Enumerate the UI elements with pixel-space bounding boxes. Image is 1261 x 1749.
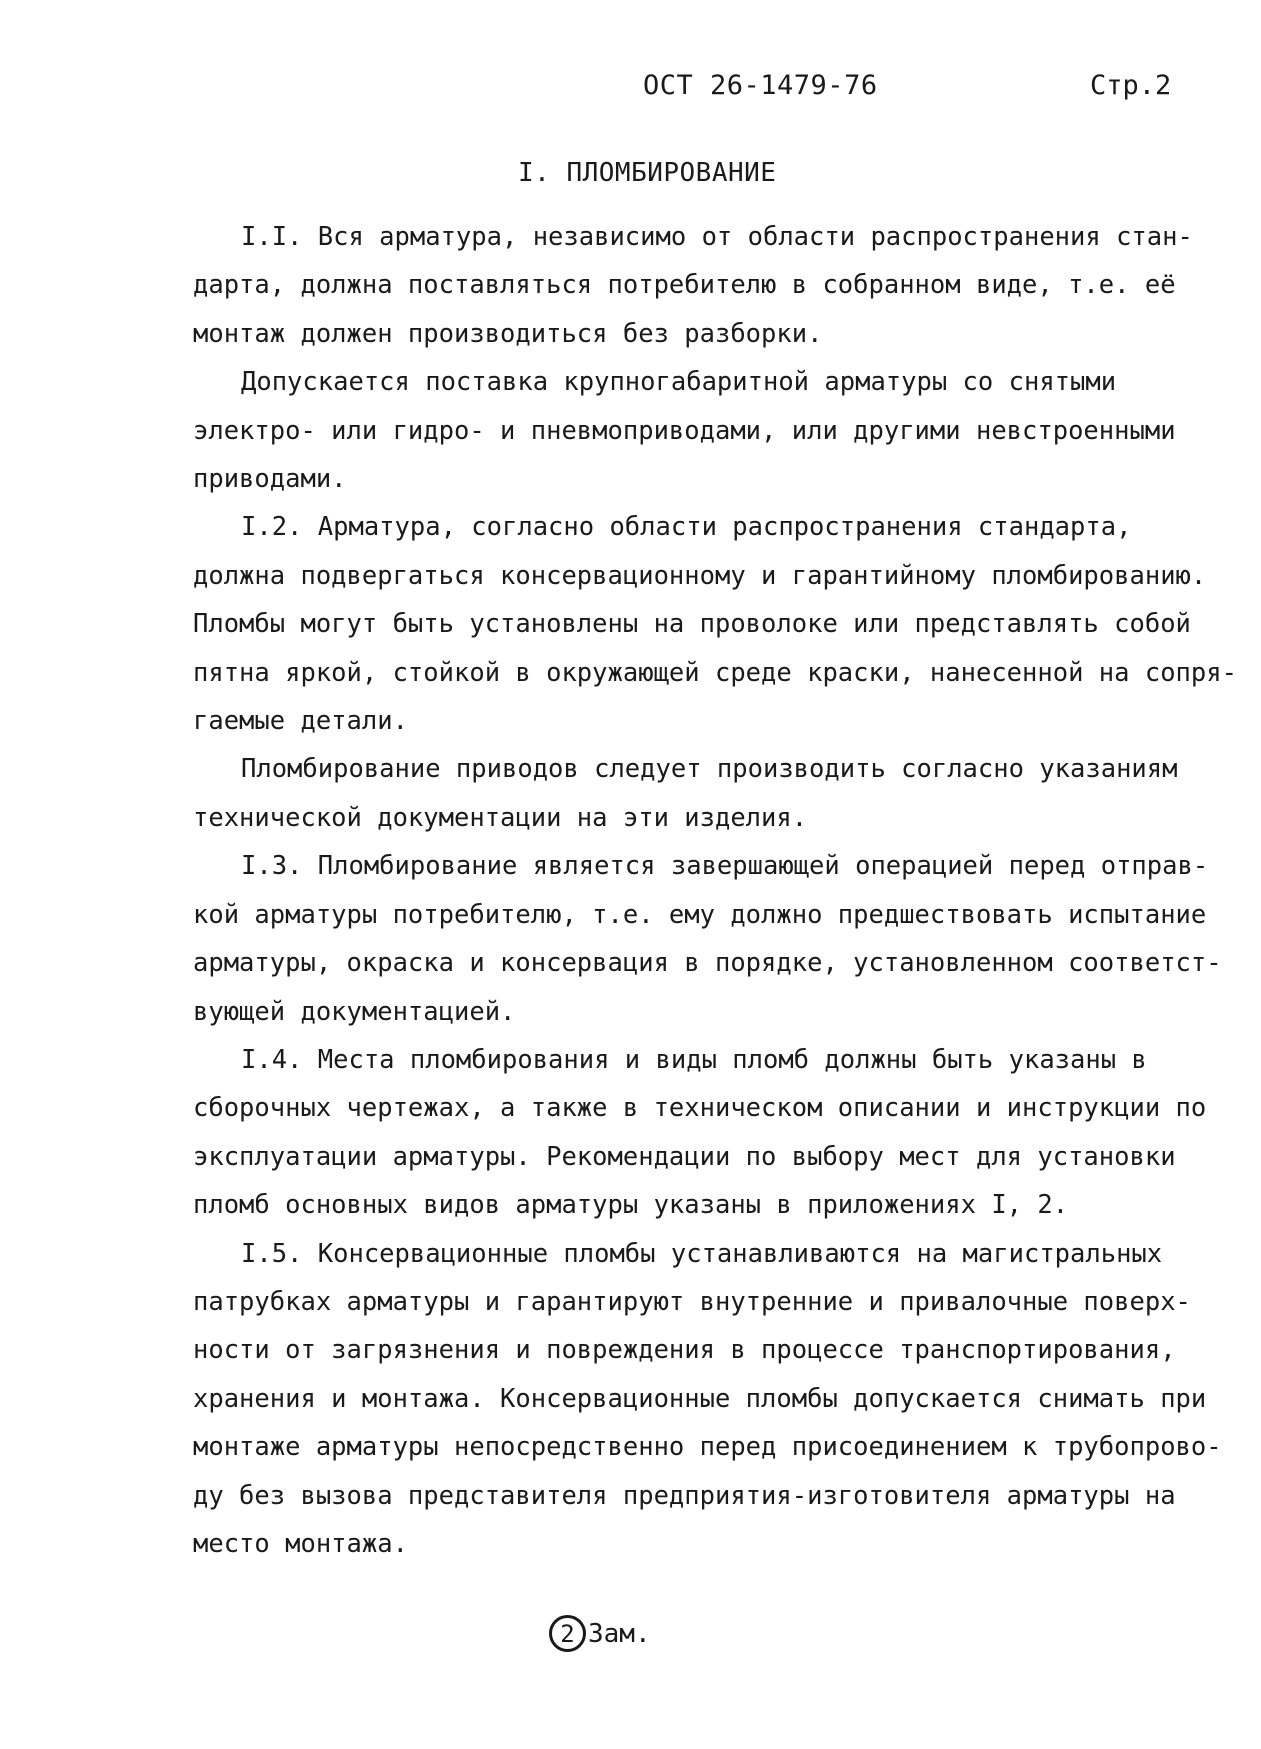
text-line: сборочных чертежах, а также в техническом описании и инструкции по: [193, 1093, 1207, 1124]
paragraph-1-5: [193, 1230, 1223, 1569]
text-line: ности от загрязнения и повреждения в процессе транспортирования,: [193, 1335, 1176, 1366]
text-line: эксплуатации арматуры. Рекомендации по выбору мест для установки: [193, 1141, 1176, 1172]
text-line: I.3. Пломбирование является завершающей операцией перед отправ-: [241, 851, 1209, 882]
text-line: вующей документацией.: [193, 996, 516, 1027]
text-line: Допускается поставка крупногабаритной арматуры со снятыми: [241, 367, 1117, 398]
text-line: I.5. Консервационные пломбы устанавливаются на магистральных: [241, 1238, 1163, 1269]
text-line: приводами.: [193, 464, 347, 495]
doc-code: ОСТ 26-1479-76: [643, 70, 878, 101]
text-line: пломб основных видов арматуры указаны в приложениях I, 2.: [193, 1190, 1069, 1221]
text-line: пятна яркой, стойкой в окружающей среде краски, нанесенной на сопря-: [193, 657, 1237, 688]
text-line: монтаже арматуры непосредственно перед присоединением к трубопрово-: [193, 1432, 1222, 1463]
paragraph-1-3: [193, 842, 1223, 1036]
body-text: [193, 213, 1237, 1568]
paragraph-1-1: [193, 213, 1223, 358]
text-line: ду без вызова представителя предприятия-изготовителя арматуры на: [193, 1480, 1176, 1511]
page-number: Стр.2: [1090, 70, 1172, 101]
text-line: гаемые детали.: [193, 706, 408, 737]
paragraph-1-2: [193, 503, 1237, 745]
change-mark: [549, 1615, 651, 1652]
paragraph-1-4: [193, 1036, 1223, 1230]
text-line: технической документации на эти изделия.: [193, 802, 808, 833]
text-line: I.2. Арматура, согласно области распространения стандарта,: [241, 512, 1132, 543]
text-line: I.4. Места пломбирования и виды пломб должны быть указаны в: [241, 1044, 1147, 1075]
text-line: I.I. Вся арматура, независимо от области распространения стан-: [241, 222, 1193, 252]
text-line: хранения и монтажа. Консервационные пломбы допускается снимать при: [193, 1383, 1207, 1414]
text-line: дарта, должна поставляться потребителю в собранном виде, т.е. её: [193, 270, 1176, 301]
change-number-circle: 2: [549, 1615, 586, 1652]
text-line: должна подвергаться консервационному и гарантийному пломбированию.: [193, 560, 1207, 591]
section-title: I. ПЛОМБИРОВАНИЕ: [518, 158, 777, 188]
text-line: арматуры, окраска и консервация в порядке, установленном соответст-: [193, 948, 1222, 979]
text-line: Пломбы могут быть установлены на проволоке или представлять собой: [193, 609, 1191, 640]
change-label: Зам.: [588, 1618, 651, 1649]
paragraph-1-2-addendum: [193, 745, 1223, 842]
text-line: место монтажа.: [193, 1528, 408, 1559]
text-line: патрубках арматуры и гарантируют внутренние и привалочные поверх-: [193, 1286, 1191, 1317]
text-line: монтаж должен производиться без разборки.: [193, 318, 823, 349]
text-line: Пломбирование приводов следует производить согласно указаниям: [241, 754, 1178, 785]
paragraph-1-1-addendum: [193, 358, 1223, 503]
text-line: кой арматуры потребителю, т.е. ему должно предшествовать испытание: [193, 899, 1207, 930]
text-line: электро- или гидро- и пневмоприводами, или другими невстроенными: [193, 415, 1176, 446]
